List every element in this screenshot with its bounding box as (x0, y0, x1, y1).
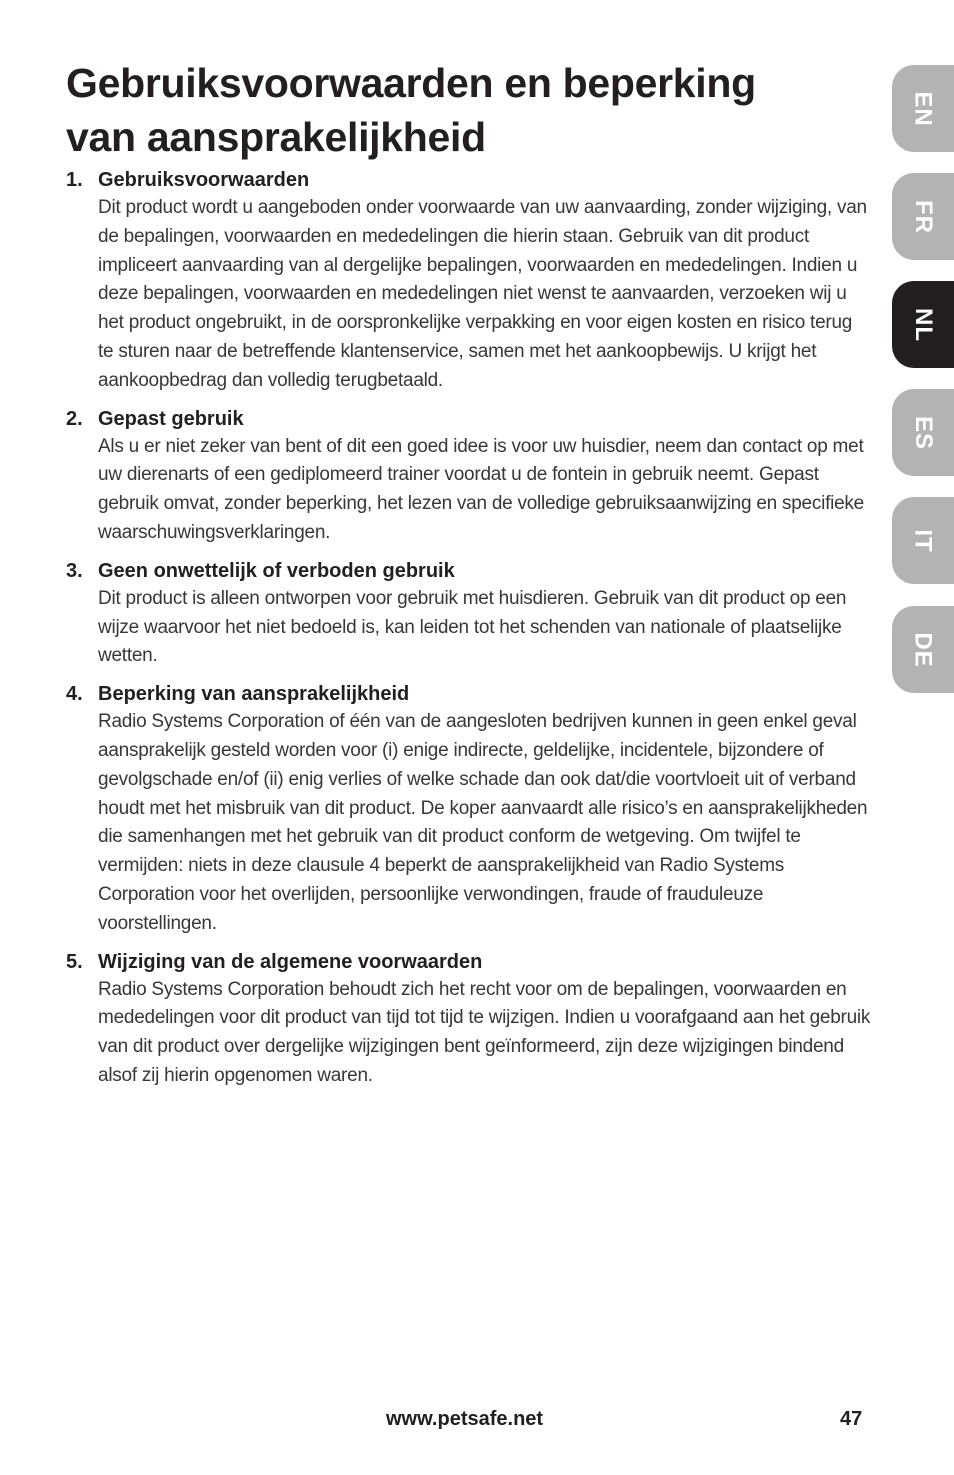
section-heading (66, 557, 871, 585)
language-tab-label: ES (909, 415, 937, 450)
section-body: Radio Systems Corporation of één van de aangesloten bedrijven kunnen in geen enkel geval aansprakelijk gesteld worden voor (i) enige indirecte, geldelijke, incidentele, bijzondere of gevolgschade en/of (ii) enig verlies of welke schade dan ook dat/die voortvloeit uit of verband houdt met het misbruik van dit product. De koper aanvaardt alle risico’s en aansprakelijkheden die samenhangen met het gebruik van dit product conform de wetgeving. Om twijfel te vermijden: niets in deze clausule 4 beperkt de aansprakelijkheid van Radio Systems Corporation voor het overlijden, persoonlijke verwondingen, fraude of frauduleuze voorstellingen. (98, 711, 868, 934)
language-tab-it[interactable] (892, 497, 954, 584)
section-heading (66, 405, 871, 433)
page-title (66, 56, 856, 164)
section-body: Als u er niet zeker van bent of dit een goed idee is voor uw huisdier, neem dan contact op met uw dierenarts of een gediplomeerd trainer voordat u de fontein in gebruik neemt. Gepast gebruik omvat, zonder beperking, het lezen van de volledige gebruiksaanwijzing en specifieke waarschuwingsverklaringen. (98, 435, 864, 543)
section-number: 3. (66, 559, 83, 582)
section-heading-text: Geen onwettelijk of verboden gebruik (98, 559, 455, 582)
section-terms-of-use (66, 166, 871, 396)
section-number: 2. (66, 407, 83, 430)
section-heading-text: Wijziging van de algemene voorwaarden (98, 950, 483, 973)
language-tab-label: FR (910, 199, 937, 234)
language-tab-nl[interactable] (892, 281, 954, 368)
section-number: 4. (66, 683, 83, 706)
language-tab-label: NL (910, 307, 937, 342)
section-body: Dit product is alleen ontworpen voor gebruik met huisdieren. Gebruik van dit product op een wijze waarvoor het niet bedoeld is, kan leiden tot het schenden van nationale of plaatselijke wetten. (98, 587, 847, 667)
section-heading-text: Gebruiksvoorwaarden (98, 169, 310, 191)
terms-sections (66, 166, 871, 1100)
section-limitation-of-liability (66, 680, 871, 938)
language-tab-label: EN (910, 90, 937, 127)
language-tab-label: IT (909, 528, 937, 553)
section-body: Radio Systems Corporation behoudt zich het recht voor om de bepalingen, voorwaarden en mededelingen voor dit product van tijd tot tijd te wijzigen. Indien u voorafgaand aan het gebruik van dit product over dergelijke wijzigingen bent geïnformeerd, zijn deze wijzigingen bindend alsof zij hierin opgenomen waren. (98, 978, 871, 1086)
section-no-unlawful-use (66, 557, 871, 671)
language-tab-de[interactable] (892, 606, 954, 693)
section-heading (66, 166, 871, 194)
section-number: 5. (66, 950, 83, 973)
language-tab-es[interactable] (892, 389, 954, 476)
page-title-line-2: van aansprakelijkheid (66, 114, 486, 160)
language-tab-label: DE (910, 631, 937, 668)
section-heading (66, 948, 871, 976)
section-heading-text: Gepast gebruik (98, 407, 244, 430)
section-proper-use (66, 405, 871, 548)
page-number: 47 (840, 1408, 863, 1430)
page-title-line-1: Gebruiksvoorwaarden en beperking (66, 60, 756, 106)
section-heading (66, 680, 871, 708)
section-number: 1. (66, 169, 83, 191)
section-heading-text: Beperking van aansprakelijkheid (98, 683, 410, 706)
language-tab-fr[interactable] (892, 173, 954, 260)
section-modification-of-terms (66, 948, 871, 1091)
language-tab-en[interactable] (892, 65, 954, 152)
footer-url[interactable]: www.petsafe.net (386, 1408, 544, 1430)
section-body: Dit product wordt u aangeboden onder voorwaarde van uw aanvaarding, zonder wijziging, van de bepalingen, voorwaarden en mededelingen die hierin staan. Gebruik van dit product impliceert aanvaarding van al dergelijke bepalingen, voorwaarden en mededelingen. Indien u deze bepalingen, voorwaarden en mededelingen niet wenst te aanvaarden, verzoeken wij u het product ongebruikt, in de oorspronkelijke verpakking en voor eigen kosten en risico terug te sturen naar de betreffende klantenservice, samen met het aankoopbewijs. U krijgt het aankoopbedrag dan volledig terugbetaald. (98, 197, 867, 391)
